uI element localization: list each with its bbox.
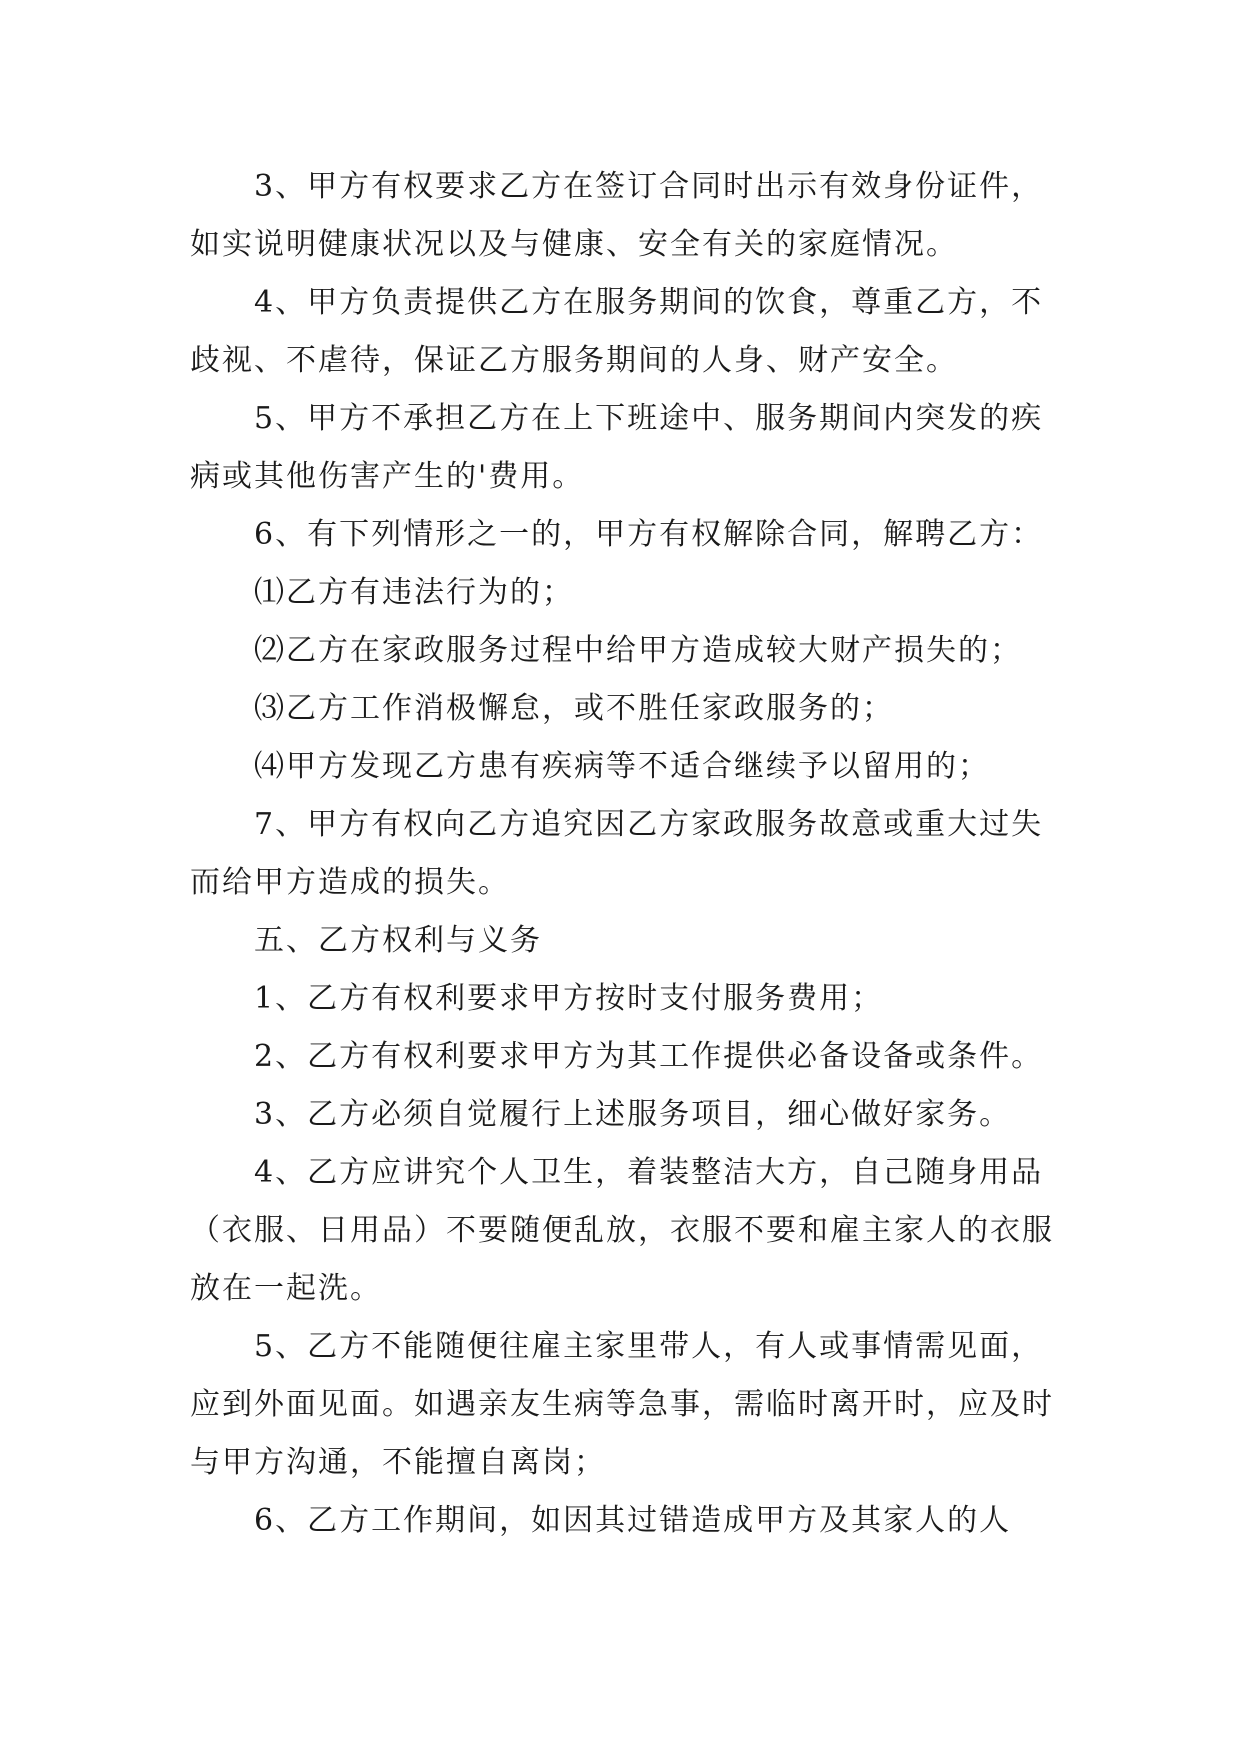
document-body <box>190 158 1070 1550</box>
duty-4-hygiene: 4、乙方应讲究个人卫生，着装整洁大方，自己随身用品（衣服、日用品）不要随便乱放，衣服不要和雇主家人的衣服放在一起洗。 <box>190 1155 1054 1306</box>
right-2-equipment: 2、乙方有权利要求甲方为其工作提供必备设备或条件。 <box>254 1039 1044 1074</box>
condition-3-negligence: ⑶乙方工作消极懈怠，或不胜任家政服务的； <box>254 691 894 726</box>
condition-1-illegal-acts: ⑴乙方有违法行为的； <box>254 575 574 610</box>
clause-6-termination-conditions: 6、有下列情形之一的，甲方有权解除合同，解聘乙方： <box>254 517 1044 552</box>
clause-5-illness-costs: 5、甲方不承担乙方在上下班途中、服务期间内突发的疾病或其他伤害产生的'费用。 <box>190 401 1044 494</box>
section-5-heading: 五、乙方权利与义务 <box>254 923 542 958</box>
duty-5-visitors-leave: 5、乙方不能随便往雇主家里带人，有人或事情需见面，应到外面见面。如遇亲友生病等急事，需临时离开时，应及时与甲方沟通，不能擅自离岗； <box>190 1329 1054 1480</box>
clause-4-meals-safety: 4、甲方负责提供乙方在服务期间的饮食，尊重乙方，不歧视、不虐待，保证乙方服务期间的人身、财产安全。 <box>190 285 1044 378</box>
condition-2-property-loss: ⑵乙方在家政服务过程中给甲方造成较大财产损失的； <box>254 633 1022 668</box>
condition-4-illness: ⑷甲方发现乙方患有疾病等不适合继续予以留用的； <box>254 749 990 784</box>
right-1-payment: 1、乙方有权利要求甲方按时支付服务费用； <box>254 981 884 1016</box>
duty-6-fault-liability: 6、乙方工作期间，如因其过错造成甲方及其家人的人 <box>254 1503 1012 1538</box>
duty-3-perform-services: 3、乙方必须自觉履行上述服务项目，细心做好家务。 <box>254 1097 1012 1132</box>
clause-7-liability: 7、甲方有权向乙方追究因乙方家政服务故意或重大过失而给甲方造成的损失。 <box>190 807 1044 900</box>
clause-3-id-requirement: 3、甲方有权要求乙方在签订合同时出示有效身份证件，如实说明健康状况以及与健康、安全有关的家庭情况。 <box>190 169 1044 262</box>
